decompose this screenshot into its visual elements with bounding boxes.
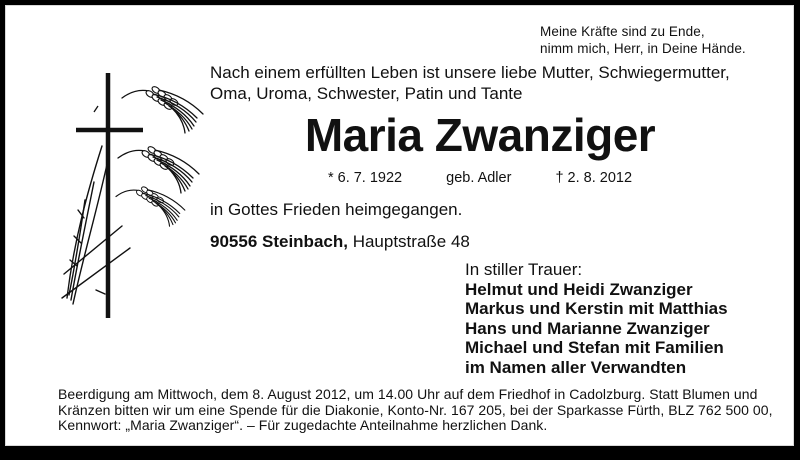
intro-text bbox=[210, 63, 730, 104]
mourner-line: Michael und Stefan mit Familien bbox=[465, 338, 724, 357]
address-line bbox=[210, 232, 470, 252]
motto bbox=[540, 23, 746, 57]
address-city: 90556 Steinbach, bbox=[210, 232, 348, 251]
funeral-info bbox=[58, 387, 773, 434]
grass-icon bbox=[62, 146, 130, 304]
address-street: Hauptstraße 48 bbox=[347, 232, 470, 251]
cross-icon bbox=[76, 73, 143, 318]
mourner-line: Helmut und Heidi Zwanziger bbox=[465, 279, 693, 299]
funeral-info-line: Beerdigung am Mittwoch, dem 8. August 2012, um 14.00 Uhr auf dem Friedhof in Cadolzburg. Statt Blumen und bbox=[58, 386, 758, 402]
funeral-info-line: Kennwort: „Maria Zwanziger“. – Für zugedachte Anteilnahme herzlichen Dank. bbox=[58, 417, 548, 434]
life-dates bbox=[210, 170, 750, 186]
cross-and-wheat-icon bbox=[50, 60, 230, 330]
mourning-block bbox=[465, 260, 728, 377]
motto-line: nimm mich, Herr, in Deine Hände. bbox=[540, 41, 746, 56]
death-notice-page bbox=[5, 5, 794, 446]
motto-line: Meine Kräfte sind zu Ende, bbox=[540, 24, 705, 39]
funeral-info-line: Kränzen bitten wir um eine Spende für die Diakonie, Konto-Nr. 167 205, bei der Sparkasse Fürth, BLZ 762 500 00, bbox=[58, 401, 773, 418]
intro-line: Nach einem erfüllten Leben ist unsere liebe Mutter, Schwiegermutter, bbox=[210, 63, 730, 82]
mourning-header: In stiller Trauer: bbox=[465, 260, 583, 279]
birth-date: * 6. 7. 1922 bbox=[327, 170, 403, 186]
mourner-line: im Namen aller Verwandten bbox=[465, 357, 687, 377]
deceased-name: Maria Zwanziger bbox=[304, 109, 656, 161]
death-date: † 2. 8. 2012 bbox=[555, 170, 633, 186]
mourner-line: Hans und Marianne Zwanziger bbox=[465, 318, 710, 338]
maiden-name: geb. Adler bbox=[446, 170, 512, 186]
passing-line: in Gottes Frieden heimgegangen. bbox=[210, 200, 463, 219]
intro-line: Oma, Uroma, Schwester, Patin und Tante bbox=[210, 83, 523, 103]
mourner-line: Markus und Kerstin mit Matthias bbox=[465, 299, 728, 318]
wheat-ear-icon bbox=[116, 85, 203, 226]
